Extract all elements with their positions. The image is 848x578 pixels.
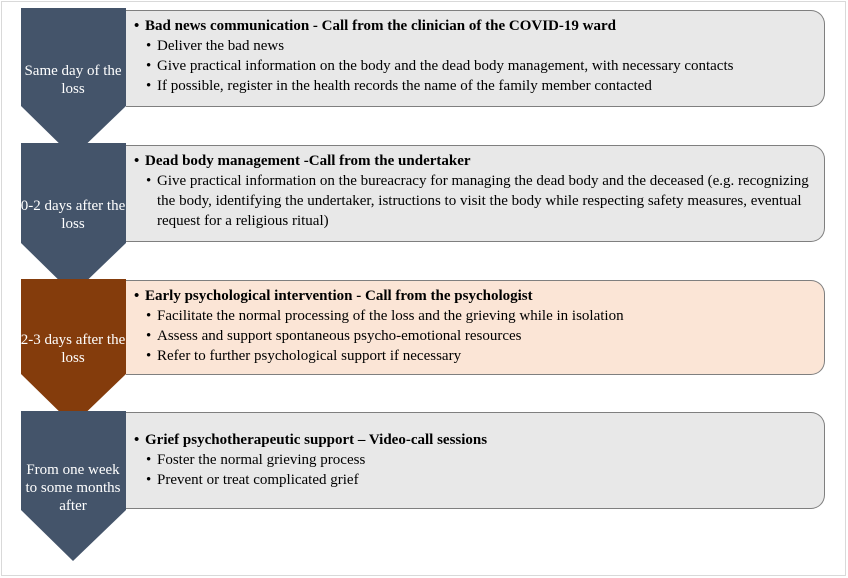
- list-item: • Deliver the bad news: [146, 38, 285, 54]
- list-item: • Refer to further psychological support if necessary: [146, 348, 462, 364]
- stage-label-2: 0-2 days after the loss: [20, 198, 126, 232]
- stage-label-1: Same day of the loss: [24, 63, 122, 97]
- stage-heading-4: • Grief psychotherapeutic support – Video-call sessions: [134, 432, 488, 448]
- list-item: • If possible, register in the health records the name of the family member contacted: [146, 78, 652, 94]
- list-item: • Facilitate the normal processing of the loss and the grieving while in isolation: [146, 308, 624, 324]
- stage-items-3: [134, 306, 816, 366]
- stage-items-1: [134, 36, 816, 96]
- stage-box-4: [126, 412, 825, 509]
- stage-box-3: [126, 280, 825, 375]
- stage-box-2: [126, 145, 825, 242]
- list-item: • Give practical information on the body and the dead body management, with necessary contacts: [146, 58, 734, 74]
- stage-label-3: 2-3 days after the loss: [20, 332, 126, 366]
- stage-heading-1: • Bad news communication - Call from the clinician of the COVID-19 ward: [134, 18, 616, 34]
- stage-items-4: [134, 450, 816, 490]
- list-item: • Prevent or treat complicated grief: [146, 472, 359, 488]
- stage-heading-2: • Dead body management -Call from the undertaker: [134, 153, 471, 169]
- stage-label-4: From one week to some months after: [25, 462, 121, 514]
- stage-heading-3: • Early psychological intervention - Call from the psychologist: [134, 288, 533, 304]
- stage-box-1: [126, 10, 825, 107]
- list-item: • Foster the normal grieving process: [146, 452, 366, 468]
- list-item: • Assess and support spontaneous psycho-emotional resources: [146, 328, 522, 344]
- list-item: • Give practical information on the bureacracy for managing the dead body and the deceased (e.g. recognizing the body, identifying the undertaker, istructions to visit the body while respecting safety measures, eventual request for a religious ritual): [146, 173, 809, 229]
- stage-items-2: [134, 171, 816, 231]
